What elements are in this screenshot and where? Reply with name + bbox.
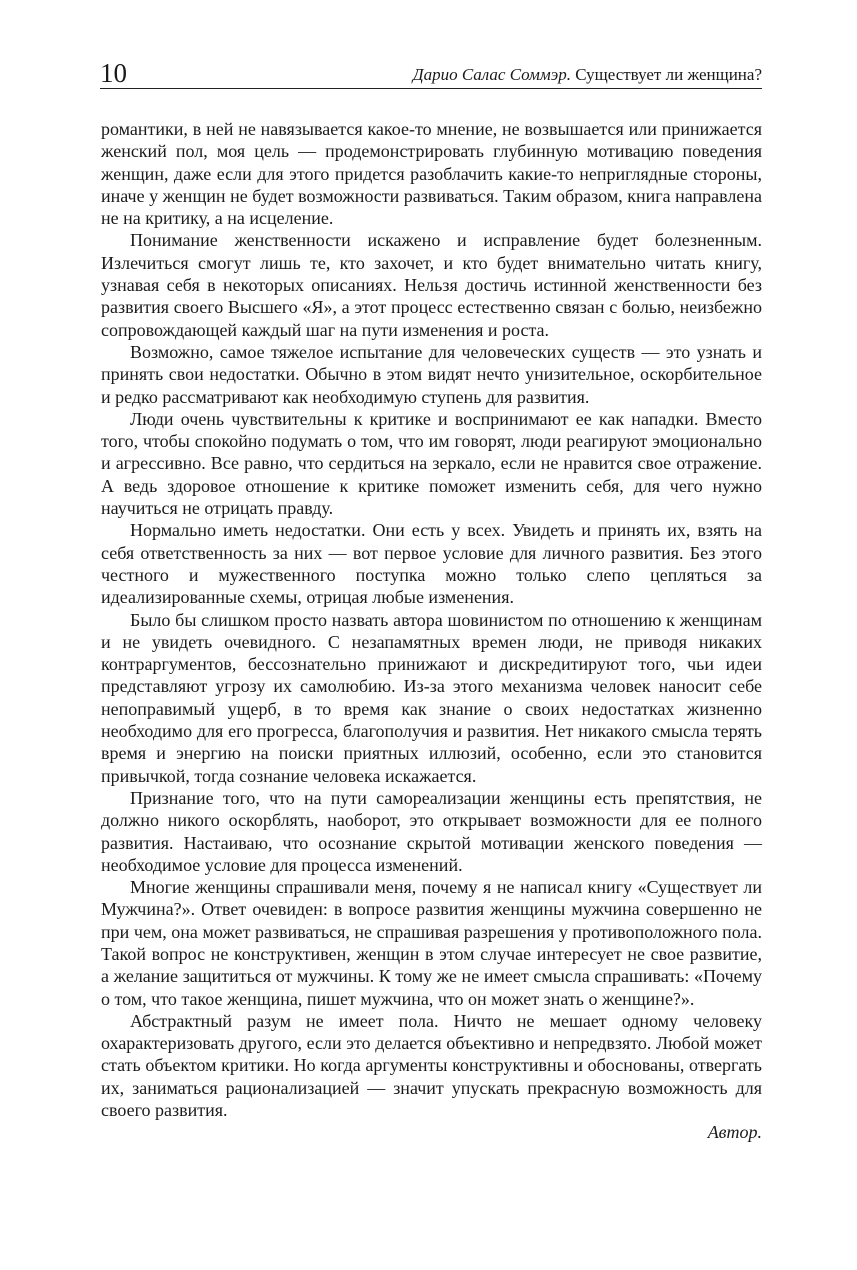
paragraph: Нормально иметь недостатки. Они есть у всех. Увидеть и принять их, взять на себя ответственность за них — вот первое условие для личного развития. Без этого честного и мужественного поступка можно только слепо цепляться за идеализированные схемы, отрицая любые изменения. [101,520,762,608]
running-head-author: Дарио Салас Соммэр. [412,65,571,84]
paragraph: Признание того, что на пути самореализации женщины есть препятствия, не должно никого оскорблять, наоборот, это открывает возможности для ее полного развития. Настаиваю, что осознание скрытой мотивации женского поведения — необходимое условие для процесса изменений. [101,787,762,875]
paragraph: Люди очень чувствительны к критике и воспринимают ее как нападки. Вместо того, чтобы спокойно подумать о том, что им говорят, люди реагируют эмоционально и агрессивно. Все равно, что сердиться на зеркало, если не нравится свое отражение. А ведь здоровое отношение к критике поможет изменить себя, для чего нужно научиться не отрицать правду. [101,408,762,519]
paragraph: Понимание женственности искажено и исправление будет болезненным. Излечиться смогут лишь те, кто захочет, и кто будет внимательно читать книгу, узнавая себя в некоторых описаниях. Нельзя достичь истинной женственности без развития своего Высшего «Я», а этот процесс естественно связан с болью, неизбежно сопровождающей каждый шаг на пути изменения и роста. [101,230,762,340]
page-header [100,58,762,89]
signature: Автор. [707,1122,762,1143]
paragraph: Было бы слишком просто назвать автора шовинистом по отношению к женщинам и не увидеть очевидного. С незапамятных времен люди, не приводя никаких контраргументов, бессознательно принижают и дискредитируют того, чьи идеи представляют угрозу их самолюбию. Из-за этого механизма человек наносит себе непоправимый ущерб, в то время как знание о своих недостатках жизненно необходимо для его прогресса, благополучия и развития. Нет никакого смысла терять время и энергию на поиски приятных иллюзий, особенно, если это становится привычкой, тогда сознание человека искажается. [101,609,762,786]
running-head-title: Существует ли женщина? [575,65,762,84]
running-head [413,64,762,86]
page-number: 10 [100,58,127,88]
paragraph: Возможно, самое тяжелое испытание для человеческих существ — это узнать и принять свои недостатки. Обычно в этом видят нечто унизительное, оскорбительное и редко рассматривают как необходимую ступень для развития. [101,341,762,407]
body-text [101,118,762,1144]
paragraph: Многие женщины спрашивали меня, почему я не написал книгу «Существует ли Мужчина?». Ответ очевиден: в вопросе развития женщины мужчина совершенно не при чем, она может развиваться, не спрашивая разрешения у противоположного пола. Такой вопрос не конструктивен, женщин в этом случае интересует не свое развитие, а желание защититься от мужчины. К тому же не имеет смысла спрашивать: «Почему о том, что такое женщина, пишет мужчина, что он может знать о женщине?». [101,877,762,1009]
paragraph: Абстрактный разум не имеет пола. Ничто не мешает одному человеку охарактеризовать другого, если это делается объективно и непредвзято. Любой может стать объектом критики. Но когда аргументы конструктивны и обоснованы, отвергать их, заниматься рационализацией — значит упускать прекрасную возможность для своего развития. [101,1010,762,1121]
paragraph: романтики, в ней не навязывается какое-то мнение, не возвышается или принижается женский пол, моя цель — продемонстрировать глубинную мотивацию поведения женщин, даже если для этого придется разоблачить какие-то неприглядные стороны, иначе у женщин не будет возможности развиваться. Таким образом, книга направлена не на критику, а на исцеление. [101,119,762,229]
